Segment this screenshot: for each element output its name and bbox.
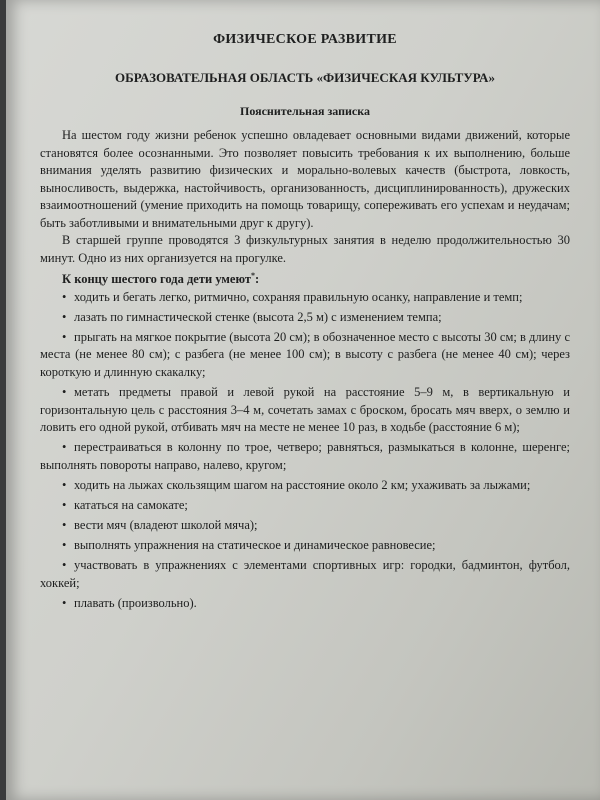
list-item [40,329,570,382]
list-item-text: ходить на лыжах скользящим шагом на расстояние около 2 км; ухаживать за лыжами; [74,478,531,493]
bullet-icon: • [62,440,67,455]
list-item-text: вести мяч (владеют школой мяча); [74,518,258,533]
list-item-text: участвовать в упражнениях с элементами спортивных игр: городки, бадминтон, футбол, хоккей; [40,558,570,591]
page-title: ФИЗИЧЕСКОЕ РАЗВИТИЕ [213,32,397,47]
list-item-text: плавать (произвольно). [74,596,197,611]
bullet-icon: • [62,498,67,513]
list-item-text: прыгать на мягкое покрытие (высота 20 см); в обозначенное место с высоты 30 см; в длину с места (не менее 80 см); с разбега (не менее 100 см); в высоту с разбега (не менее 40 см); через короткую и длинную скакалку; [40,329,570,380]
skills-lead-in-colon: : [255,272,260,287]
bullet-icon: • [62,538,67,553]
list-item-text: кататься на самокате; [74,498,188,513]
page-subtitle: ОБРАЗОВАТЕЛЬНАЯ ОБЛАСТЬ «ФИЗИЧЕСКАЯ КУЛЬТУРА» [115,70,495,85]
paragraph-schedule: В старшей группе проводятся 3 физкультурных занятия в неделю продолжительностью 30 минут. Одно из них организуется на прогулке. [40,233,570,265]
list-item [40,289,570,307]
bullet-icon: • [62,478,67,493]
bullet-icon: • [62,289,67,304]
list-item [40,309,570,327]
document-content [40,32,570,615]
paragraph-intro: На шестом году жизни ребенок успешно овладевает основными видами движений, которые становятся более осознанными. Это позволяет повысить требования к их выполнению, больше внимания уделять развитию физических и морально-волевых качеств (быстрота, ловкость, выносливость, выдержка, настойчивость, организованность, дисциплинированность), дружеских взаимоотношений (умение приходить на помощь товарищу, сопереживать его успехам и неудачам; быть заботливыми и внимательными друг к другу). [40,128,570,230]
list-item [40,537,570,555]
list-item [40,595,570,613]
list-item-text: ходить и бегать легко, ритмично, сохраняя правильную осанку, направление и темп; [74,289,523,304]
bullet-icon: • [62,596,67,611]
section-heading: Пояснительная записка [239,104,370,118]
list-item [40,384,570,437]
list-item-text: метать предметы правой и левой рукой на расстояние 5–9 м, в вертикальную и горизонтальную цель с расстояния 3–4 м, сочетать замах с броском, бросать мяч вверх, о землю и ловить его одной рукой, отбивать мяч на месте не менее 10 раз, в ходьбе (расстояние 6 м); [40,385,570,435]
list-item [40,497,570,515]
bullet-icon: • [62,329,67,344]
footnote-mark: * [251,271,255,280]
bullet-icon: • [62,309,67,324]
skills-list [40,289,570,613]
list-item [40,439,570,474]
list-item [40,477,570,495]
skills-lead-in-text: К концу шестого года дети умеют [62,272,251,287]
bullet-icon: • [62,518,67,533]
list-item [40,517,570,535]
bullet-icon: • [62,385,67,400]
bullet-icon: • [62,558,67,573]
list-item-text: выполнять упражнения на статическое и динамическое равновесие; [74,538,436,553]
skills-lead-in [40,267,570,289]
list-item-text: лазать по гимнастической стенке (высота 2,5 м) с изменением темпа; [74,309,442,324]
list-item [40,557,570,592]
list-item-text: перестраиваться в колонну по трое, четверо; равняться, размыкаться в колонне, шеренге; выполнять повороты направо, налево, кругом; [40,440,570,472]
document-page [6,0,600,800]
